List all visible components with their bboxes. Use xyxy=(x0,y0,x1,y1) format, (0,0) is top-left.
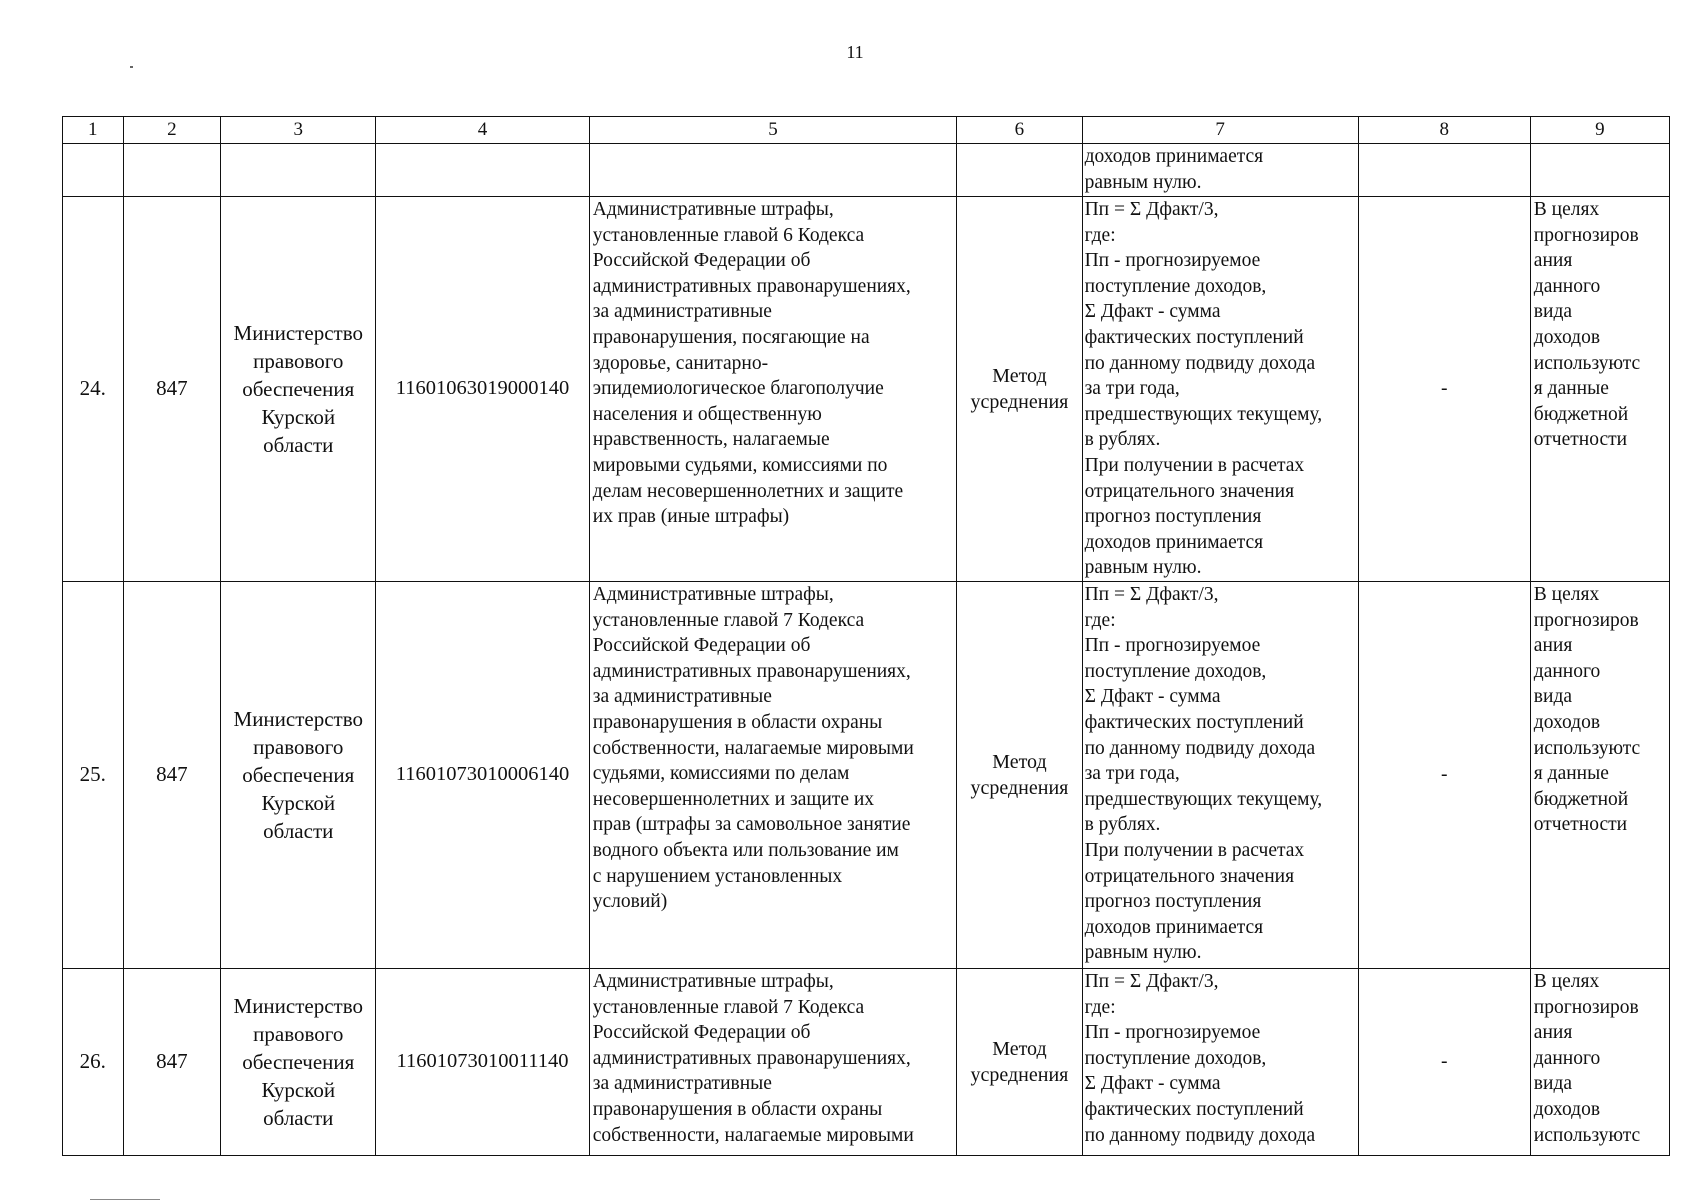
row-number-cell: 24. xyxy=(63,197,124,582)
data-source-cell: В целях прогнозиров ания данного вида доходов используютс я данные бюджетной отчетности xyxy=(1530,197,1669,582)
data-source-cell: В целях прогнозиров ания данного вида доходов используютс я данные бюджетной отчетности xyxy=(1530,582,1669,969)
revenue-forecast-table xyxy=(62,116,1670,1156)
column-8-cell: - xyxy=(1358,197,1530,582)
forecast-formula-cell: Пп = Σ Дфакт/3, где: Пп - прогнозируемое поступление доходов, Σ Дфакт - сумма фактических поступлений по данному подвиду дохода xyxy=(1082,969,1358,1156)
scan-artifact xyxy=(130,66,133,68)
table-row xyxy=(63,969,1670,1156)
revenue-name-cell: Административные штрафы, установленные главой 7 Кодекса Российской Федерации об административных правонарушениях, за административные правонарушения в области охраны собственности, налагаемые мировыми xyxy=(589,969,956,1156)
row-number-cell: 25. xyxy=(63,582,124,969)
header-cell: 6 xyxy=(957,117,1082,144)
header-cell: 3 xyxy=(221,117,376,144)
method-cell: Метод усреднения xyxy=(957,582,1082,969)
header-cell: 5 xyxy=(589,117,956,144)
table-row xyxy=(63,582,1670,969)
continuation-row xyxy=(63,144,1670,197)
data-source-cell: В целях прогнозиров ания данного вида доходов используютс xyxy=(1530,969,1669,1156)
header-cell: 2 xyxy=(123,117,221,144)
method-cell: Метод усреднения xyxy=(957,197,1082,582)
header-cell: 9 xyxy=(1530,117,1669,144)
admin-code-cell: 847 xyxy=(123,969,221,1156)
method-cell: Метод усреднения xyxy=(957,969,1082,1156)
table-row xyxy=(63,197,1670,582)
admin-code-cell: 847 xyxy=(123,197,221,582)
header-cell: 8 xyxy=(1358,117,1530,144)
revenue-name-cell: Административные штрафы, установленные главой 6 Кодекса Российской Федерации об административных правонарушениях, за административные правонарушения, посягающие на здоровье, санитарно- эпидемиологическое благополучие населения и общественную нравственность, налагаемые мировыми судьями, комиссиями по делам несовершеннолетних и защите их прав (иные штрафы) xyxy=(589,197,956,582)
table-header-row xyxy=(63,117,1670,144)
organization-cell: Министерство правового обеспечения Курской области xyxy=(221,197,376,582)
organization-cell: Министерство правового обеспечения Курской области xyxy=(221,969,376,1156)
admin-code-cell: 847 xyxy=(123,582,221,969)
budget-code-cell: 11601063019000140 xyxy=(376,197,589,582)
forecast-formula-cell: Пп = Σ Дфакт/3, где: Пп - прогнозируемое поступление доходов, Σ Дфакт - сумма фактических поступлений по данному подвиду дохода за три года, предшествующих текущему, в рублях. При получении в расчетах отрицательного значения прогноз поступления доходов принимается равным нулю. xyxy=(1082,197,1358,582)
column-8-cell: - xyxy=(1358,969,1530,1156)
column-8-cell: - xyxy=(1358,582,1530,969)
header-cell: 1 xyxy=(63,117,124,144)
header-cell: 7 xyxy=(1082,117,1358,144)
revenue-name-cell: Административные штрафы, установленные главой 7 Кодекса Российской Федерации об административных правонарушениях, за административные правонарушения в области охраны собственности, налагаемые мировыми судьями, комиссиями по делам несовершеннолетних и защите их прав (штрафы за самовольное занятие водного объекта или пользование им с нарушением установленных условий) xyxy=(589,582,956,969)
row-number-cell: 26. xyxy=(63,969,124,1156)
organization-cell: Министерство правового обеспечения Курской области xyxy=(221,582,376,969)
header-cell: 4 xyxy=(376,117,589,144)
forecast-formula-cell: доходов принимается равным нулю. xyxy=(1082,144,1358,197)
budget-code-cell: 11601073010011140 xyxy=(376,969,589,1156)
page-number: 11 xyxy=(846,42,864,62)
forecast-formula-cell: Пп = Σ Дфакт/3, где: Пп - прогнозируемое поступление доходов, Σ Дфакт - сумма фактических поступлений по данному подвиду дохода за три года, предшествующих текущему, в рублях. При получении в расчетах отрицательного значения прогноз поступления доходов принимается равным нулю. xyxy=(1082,582,1358,969)
budget-code-cell: 11601073010006140 xyxy=(376,582,589,969)
